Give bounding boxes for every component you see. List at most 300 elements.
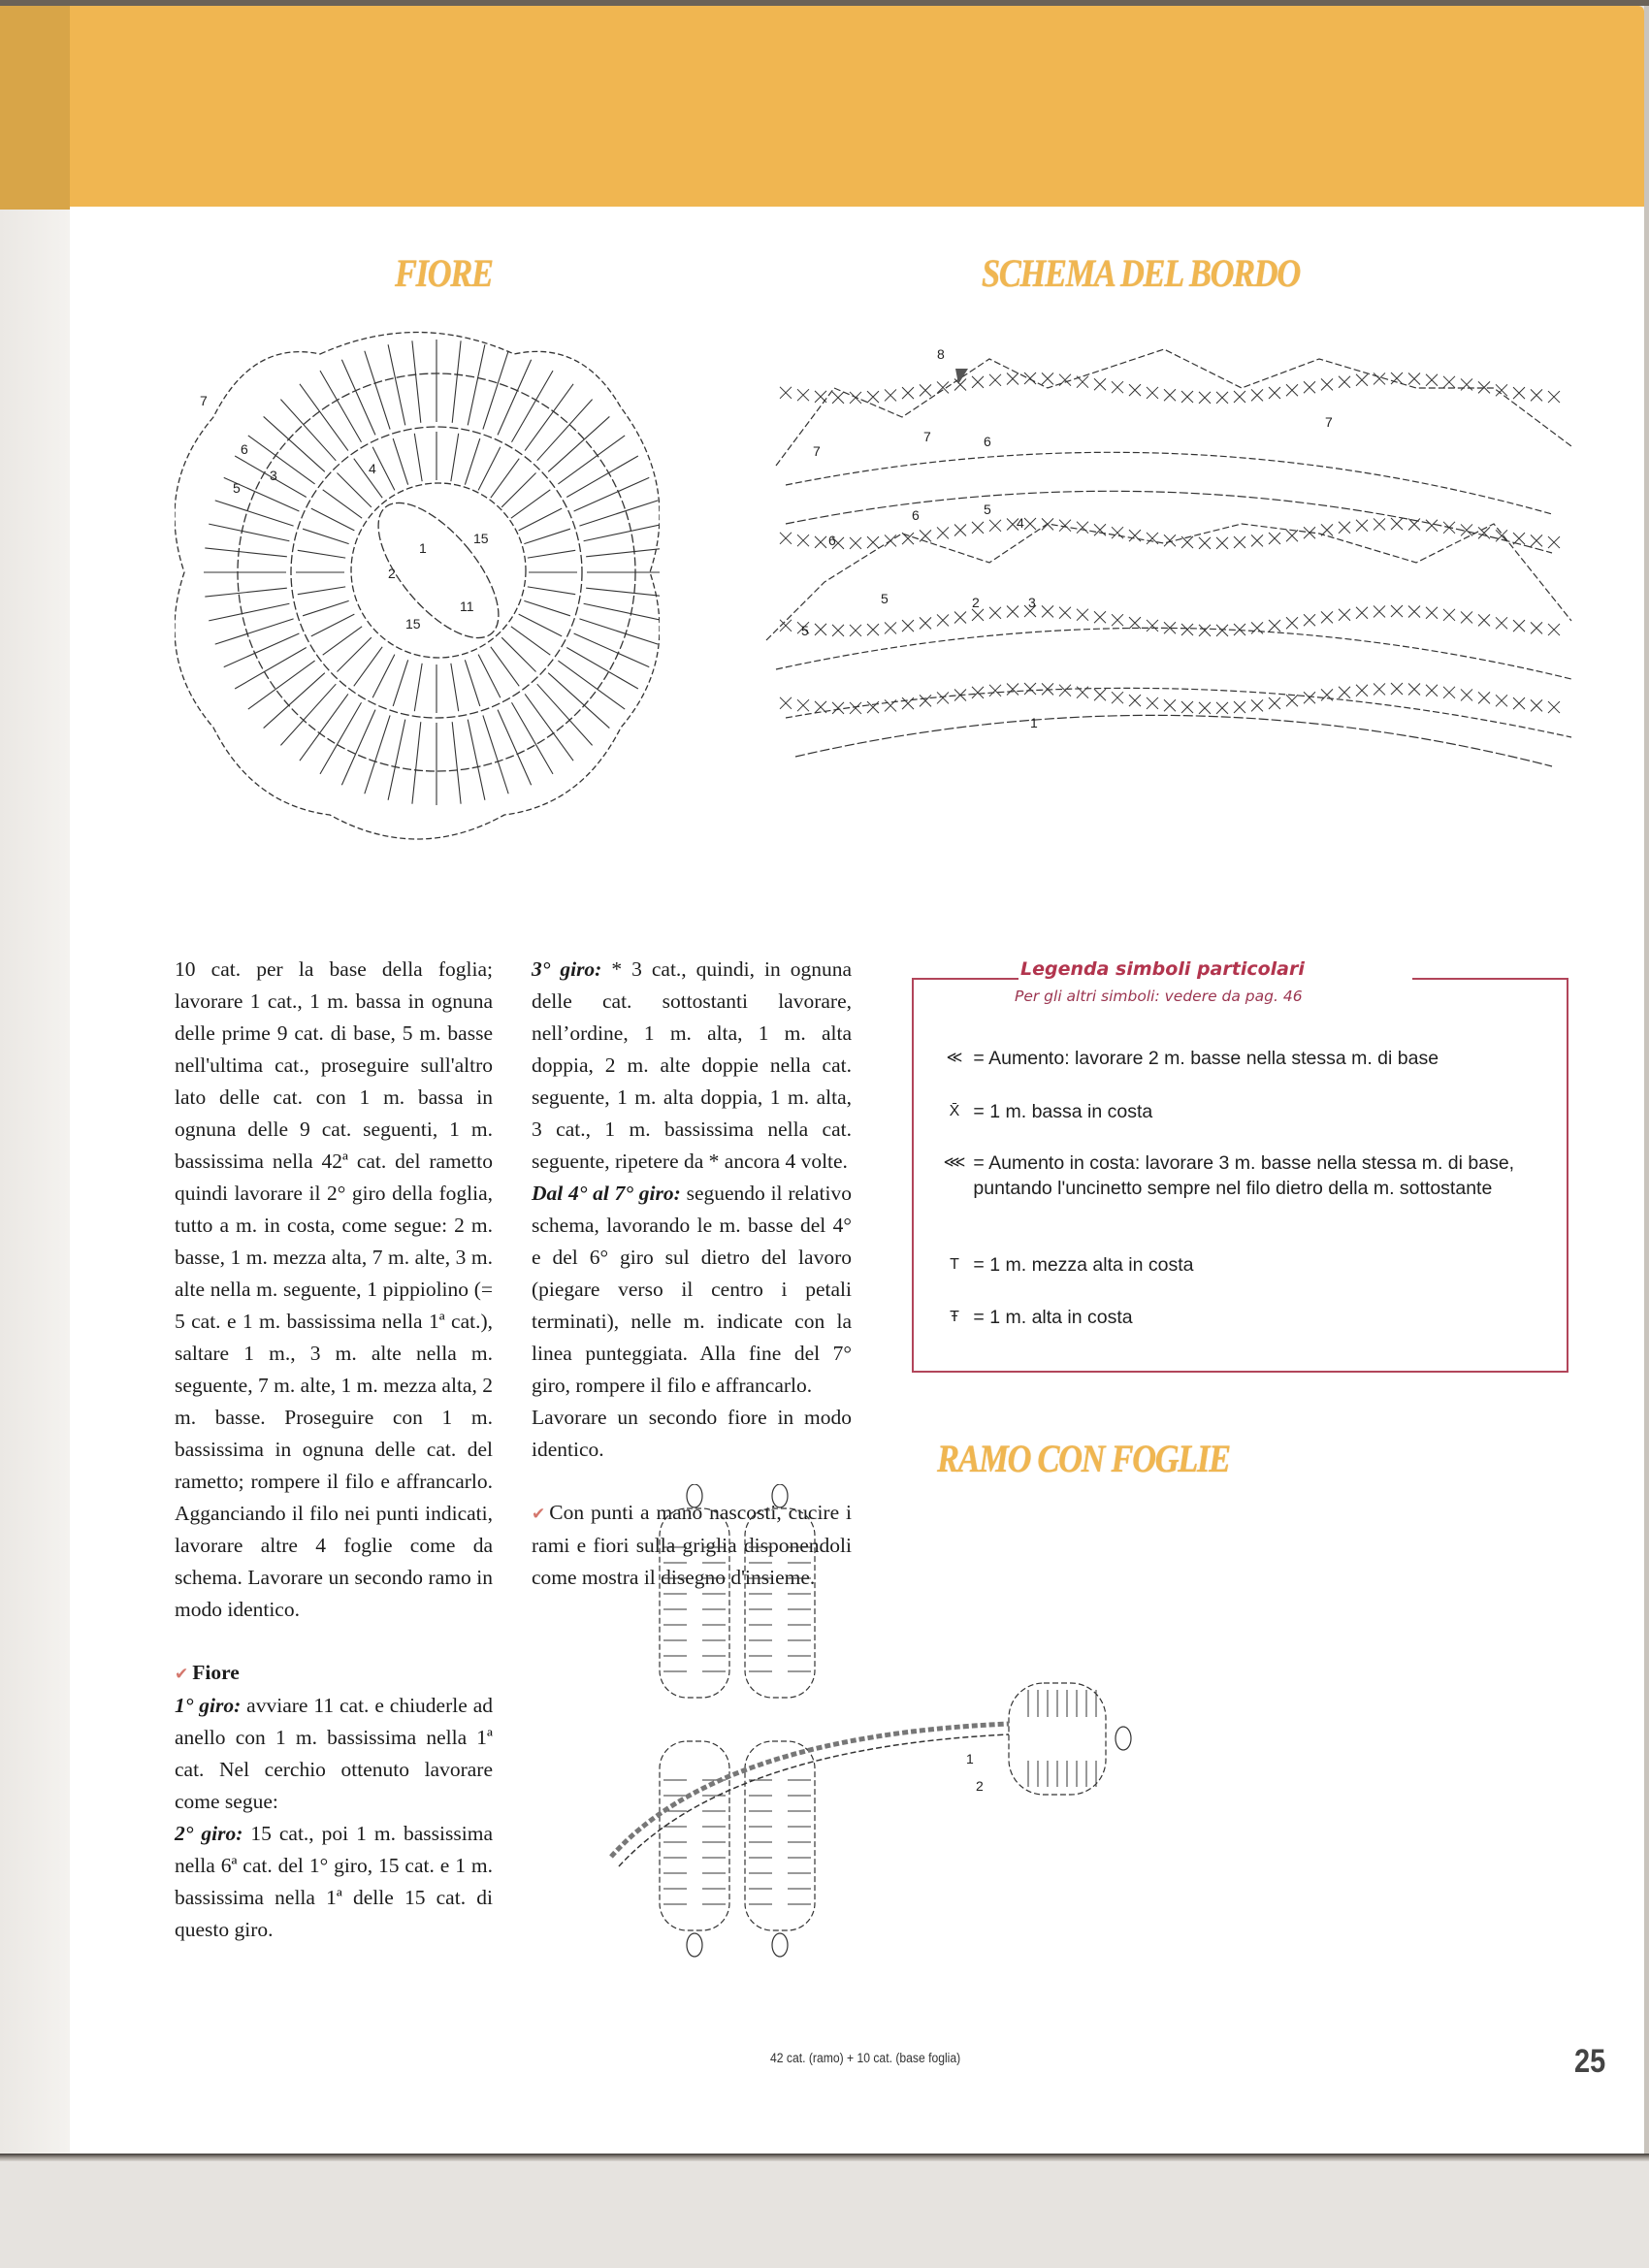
stitch-mark [1164, 699, 1176, 711]
heading-fiore: FIORE [395, 251, 493, 295]
legend-title: Legenda simboli particolari [1020, 958, 1305, 980]
branch-label: 1 [966, 1751, 974, 1766]
stitch-mark [1269, 533, 1280, 544]
stitch-mark [452, 340, 461, 423]
stitch-mark [483, 351, 508, 430]
stitch-mark [1147, 620, 1158, 632]
stitch-mark [1513, 533, 1525, 544]
stitch-mark [1024, 518, 1036, 530]
legend-item: T = 1 m. mezza alta in costa [941, 1252, 1536, 1278]
stitch-mark [1112, 614, 1123, 626]
stitch-mark [1339, 376, 1350, 388]
stitch-mark [1461, 689, 1472, 700]
stitch-mark [1094, 378, 1106, 390]
stitch-mark [323, 490, 362, 518]
stitch-mark [524, 600, 570, 615]
stitch-mark [280, 400, 336, 461]
stitch-mark [920, 384, 931, 396]
stitch-mark [780, 533, 792, 544]
stitch-mark [537, 684, 593, 745]
stitch-mark [525, 694, 573, 761]
stitch-mark [1216, 702, 1228, 714]
increase-symbol-icon: ≪ [946, 1050, 963, 1066]
stitch-mark [902, 697, 914, 709]
stitch-mark [1216, 392, 1228, 404]
stitch-mark [264, 416, 325, 471]
stitch-mark [1007, 605, 1018, 617]
stitch-mark [1513, 387, 1525, 399]
stitch-mark [1548, 701, 1560, 713]
border-label: 4 [1017, 515, 1024, 531]
stitch-mark [1356, 607, 1368, 619]
stitch-mark [537, 400, 593, 461]
giro-2-instructions: 2° giro: 15 cat., poi 1 m. bassissima nella 6ª cat. del 1° giro, 15 cat. e 1 m. bassissima nella 1ª delle 15 cat. di questo giro. [175, 1822, 493, 1941]
stitch-mark [780, 387, 792, 399]
stitch-mark [832, 702, 844, 714]
stitch-mark [972, 522, 984, 534]
stitch-mark [1513, 697, 1525, 709]
crochet-border-chart-icon [757, 330, 1591, 776]
stitch-mark [797, 699, 809, 711]
stitch-mark [209, 603, 289, 621]
stitch-mark [1042, 373, 1053, 384]
stitch-mark [797, 535, 809, 546]
legend-item: Ŧ = 1 m. alta in costa [941, 1305, 1536, 1330]
stitch-mark [867, 536, 879, 548]
stitch-mark [1147, 387, 1158, 399]
stitch-mark [1356, 520, 1368, 532]
stitch-mark [298, 550, 345, 558]
stitch-mark [1374, 683, 1385, 695]
stitch-mark [1129, 384, 1141, 396]
border-chart-diagram [757, 330, 1591, 776]
stitch-mark [1391, 605, 1403, 617]
stitch-mark [1024, 683, 1036, 695]
stitch-mark [1304, 692, 1315, 703]
flower-chart-diagram [175, 320, 660, 844]
double-back-loop-symbol-icon: Ŧ [950, 1309, 959, 1325]
stitch-mark [300, 694, 348, 761]
border-label: 6 [984, 434, 991, 449]
giro-4-7-instructions: Dal 4° al 7° giro: seguendo il relativo schema, lavorando le m. basse del 4° e del 6° giro sul dietro del lavoro (piegare verso il centro i petali terminati), nelle m. indicate con la linea punteggiata. Alla fine del 7° giro, rompere il filo e affrancarlo. [532, 1182, 852, 1397]
stitch-mark [902, 387, 914, 399]
border-label: 7 [813, 443, 821, 459]
stitch-mark [954, 611, 966, 623]
stitch-mark [937, 527, 949, 538]
stitch-mark [937, 614, 949, 626]
stitch-mark [1216, 537, 1228, 549]
stitch-mark [1478, 614, 1490, 626]
border-label: 6 [912, 507, 920, 523]
stitch-mark [1181, 391, 1193, 403]
stitch-mark [1304, 614, 1315, 626]
stitch-mark [1216, 625, 1228, 636]
stitch-mark [452, 722, 461, 804]
stitch-mark [215, 501, 294, 526]
stitch-mark [832, 392, 844, 404]
stitch-mark [1548, 624, 1560, 635]
stitch-mark [1426, 607, 1438, 619]
stitch-mark [850, 537, 861, 549]
stitch-mark [920, 530, 931, 541]
stitch-mark [1077, 687, 1088, 698]
legend-item: ⋘ = Aumento in costa: lavorare 3 m. basse nella stessa m. di base, puntando l'uncinetto sempre nel filo dietro della m. sottostante [941, 1150, 1536, 1201]
stitch-mark [451, 434, 459, 481]
stitch-mark [885, 389, 896, 401]
stitch-mark [1478, 692, 1490, 703]
branch-leaves-chart-diagram [601, 1484, 1533, 2047]
stitch-mark [1356, 374, 1368, 386]
border-label: 6 [828, 533, 836, 548]
stitch-mark [320, 702, 362, 774]
stitch-mark [388, 720, 405, 800]
stitch-mark [511, 490, 550, 518]
page-spine [0, 210, 70, 2154]
stitch-mark [1339, 609, 1350, 621]
stitch-mark [205, 588, 287, 597]
stitch-mark [393, 438, 407, 485]
border-label: 1 [1030, 715, 1038, 730]
stitch-mark [815, 701, 826, 713]
stitch-mark [867, 391, 879, 403]
stitch-mark [511, 627, 550, 655]
stitch-mark [501, 472, 535, 506]
flower-label: 15 [405, 616, 421, 632]
border-label: 2 [972, 595, 980, 610]
fiore-subheading: ✔ Fiore [175, 1661, 240, 1684]
stitch-mark [1391, 683, 1403, 695]
stitch-mark [989, 374, 1001, 386]
stitch-mark [393, 660, 407, 706]
stitch-mark [311, 508, 355, 531]
flower-label: 6 [241, 441, 248, 457]
stitch-mark [1548, 536, 1560, 548]
stitch-mark [1374, 518, 1385, 530]
stitch-mark [989, 520, 1001, 532]
stitch-mark [298, 587, 345, 595]
border-label: 7 [1325, 414, 1333, 430]
stitch-mark [205, 548, 287, 557]
stitch-mark [412, 722, 421, 804]
stitch-mark [1426, 374, 1438, 386]
stitch-mark [468, 344, 485, 425]
stitch-mark [954, 524, 966, 535]
stitch-mark [478, 655, 501, 698]
stitch-mark [548, 416, 609, 471]
stitch-mark [1164, 389, 1176, 401]
stitch-mark [815, 624, 826, 635]
stitch-mark [1007, 683, 1018, 695]
stitch-mark [311, 614, 355, 636]
stitch-mark [498, 710, 532, 786]
stitch-mark [1129, 695, 1141, 706]
stitch-mark [902, 620, 914, 632]
stitch-mark [972, 687, 984, 698]
legend-item: ≪ = Aumento: lavorare 2 m. basse nella stessa m. di base [941, 1046, 1536, 1071]
stitch-mark [1391, 518, 1403, 530]
stitch-mark [388, 344, 405, 425]
legend-subtitle: Per gli altri simboli: vedere da pag. 46 [1015, 988, 1303, 1005]
stitch-mark [337, 637, 371, 671]
stitch-mark [902, 533, 914, 544]
stitch-mark [498, 360, 532, 436]
stitch-mark [372, 655, 395, 698]
border-label: 5 [984, 502, 991, 517]
stitch-mark [215, 619, 294, 644]
stitch-mark [780, 697, 792, 709]
legend-item: X̄ = 1 m. bassa in costa [941, 1099, 1536, 1124]
stitch-mark [1164, 535, 1176, 546]
border-label: 3 [1028, 595, 1036, 610]
heading-schema-bordo: SCHEMA DEL BORDO [982, 251, 1300, 295]
stitch-mark [1251, 622, 1263, 633]
stitch-mark [248, 436, 315, 484]
stitch-mark [300, 384, 348, 451]
stitch-mark [574, 477, 650, 511]
stitch-mark [483, 715, 508, 794]
heading-ramo-con-foglie: RAMO CON FOGLIE [937, 1437, 1230, 1480]
stitch-mark [1269, 387, 1280, 399]
stitch-mark [1321, 611, 1333, 623]
flower-label: 11 [460, 599, 474, 614]
page-number: 25 [1574, 2043, 1606, 2080]
stitch-mark [1443, 609, 1455, 621]
stitch-mark [1286, 530, 1298, 541]
stitch-mark [1548, 391, 1560, 403]
second-flower-note: Lavorare un secondo fiore in modo identico. [532, 1406, 852, 1461]
stitch-mark [1286, 695, 1298, 706]
stitch-mark [1234, 391, 1245, 403]
stitch-mark [558, 436, 625, 484]
sewing-note: ✔ Con punti a mano nascosti, cucire i rami e fiori sulla griglia disponendoli come mostra il disegno d'insieme. [532, 1501, 852, 1589]
stitch-mark [584, 524, 660, 541]
stitch-mark [1181, 536, 1193, 548]
stitch-mark [248, 661, 315, 709]
stitch-mark [1181, 701, 1193, 713]
stitch-mark [1408, 683, 1420, 695]
stitch-mark [989, 607, 1001, 619]
stitch-mark [1304, 381, 1315, 393]
stitch-mark [412, 340, 421, 423]
stitch-mark [1199, 392, 1211, 404]
stitch-mark [850, 702, 861, 714]
stitch-mark [558, 661, 625, 709]
flower-label: 15 [473, 531, 489, 546]
stitch-mark [1374, 605, 1385, 617]
stitch-mark [1321, 689, 1333, 700]
stitch-mark [1339, 522, 1350, 534]
stitch-mark [1129, 530, 1141, 541]
stitch-mark [1199, 625, 1211, 636]
border-label: 8 [937, 346, 945, 362]
stitch-mark [586, 548, 660, 557]
stitch-mark [414, 664, 422, 711]
stitch-mark [579, 619, 658, 644]
stitch-mark [1094, 524, 1106, 535]
branch-caption: 42 cat. (ramo) + 10 cat. (base foglia) [770, 2051, 961, 2065]
stitch-mark [451, 664, 459, 711]
stitch-mark [972, 376, 984, 388]
stitch-mark [850, 625, 861, 636]
flower-label: 1 [419, 540, 427, 556]
stitch-mark [465, 438, 479, 485]
legend-divider [1412, 978, 1567, 980]
stitch-mark [1269, 697, 1280, 709]
stitch-mark [323, 627, 362, 655]
stitch-mark [920, 617, 931, 629]
check-mark-icon: ✔ [175, 1665, 189, 1683]
stitch-mark [1199, 702, 1211, 714]
stitch-mark [885, 622, 896, 633]
stitch-mark [528, 587, 575, 595]
page-right-edge [1644, 6, 1649, 2154]
flower-label: 4 [369, 461, 376, 476]
stitch-mark [354, 647, 382, 686]
stitch-mark [1443, 376, 1455, 388]
stitch-mark [468, 720, 485, 800]
stitch-mark [1094, 611, 1106, 623]
stitch-mark [1286, 384, 1298, 396]
stitch-mark [491, 459, 519, 498]
stitch-mark [1059, 374, 1071, 386]
stitch-mark [1234, 536, 1245, 548]
stitch-mark [1531, 535, 1542, 546]
stitch-mark [501, 637, 535, 671]
stitch-mark [920, 695, 931, 706]
stitch-mark [1077, 376, 1088, 388]
stitch-mark [1024, 373, 1036, 384]
page-spine-color-strip [0, 6, 70, 210]
stitch-mark [465, 660, 479, 706]
stitch-mark [414, 434, 422, 481]
stitch-mark [1112, 527, 1123, 538]
branch-label: 2 [976, 1778, 984, 1794]
stitch-mark [1426, 685, 1438, 697]
instructions-column-1 [175, 954, 493, 1946]
stitch-mark [1513, 620, 1525, 632]
single-crochet-back-loop-symbol-icon: X̄ [949, 1103, 960, 1119]
stitch-mark [1408, 373, 1420, 384]
stitch-mark [365, 715, 390, 794]
stitch-mark [264, 673, 325, 729]
half-double-back-loop-symbol-icon: T [950, 1256, 959, 1273]
flower-label: 5 [233, 480, 241, 496]
stitch-mark [815, 536, 826, 548]
stitch-mark [1443, 687, 1455, 698]
border-label: 5 [801, 623, 809, 638]
stitch-mark [1531, 622, 1542, 633]
stitch-mark [519, 508, 563, 531]
stitch-mark [1251, 389, 1263, 401]
stitch-mark [1461, 611, 1472, 623]
stitch-mark [303, 600, 349, 615]
flower-label: 3 [270, 468, 277, 483]
stitch-mark [1251, 535, 1263, 546]
stitch-mark [1147, 533, 1158, 544]
stitch-mark [1112, 692, 1123, 703]
stitch-mark [1286, 617, 1298, 629]
stitch-mark [512, 702, 554, 774]
stitch-mark [1199, 537, 1211, 549]
stitch-mark [337, 472, 371, 506]
stitch-mark [1059, 520, 1071, 532]
page-bottom-edge [0, 2154, 1649, 2161]
stitch-mark [885, 699, 896, 711]
stitch-mark [1531, 699, 1542, 711]
stitch-mark [1496, 617, 1507, 629]
stitch-mark [1147, 697, 1158, 709]
giro-1-instructions: 1° giro: avviare 11 cat. e chiuderle ad anello con 1 m. bassissima nella 1ª cat. Nel cerchio ottenuto lavorare come segue: [175, 1694, 493, 1813]
stitch-mark [832, 625, 844, 636]
stitch-mark [1321, 378, 1333, 390]
stitch-mark [1059, 685, 1071, 697]
stitch-mark [989, 685, 1001, 697]
stitch-mark [280, 684, 336, 745]
stitch-mark [303, 529, 349, 543]
legend-divider [912, 978, 1018, 980]
stitch-mark [574, 633, 650, 667]
stitch-mark [815, 391, 826, 403]
flower-label: 2 [388, 566, 396, 581]
stitch-mark [1251, 699, 1263, 711]
stitch-mark [1042, 605, 1053, 617]
header-color-band [70, 6, 1644, 207]
stitch-mark [1077, 609, 1088, 621]
stitch-mark [1129, 617, 1141, 629]
stitch-mark [867, 624, 879, 635]
stitch-mark [885, 535, 896, 546]
stitch-mark [224, 633, 300, 667]
stitch-mark [1356, 685, 1368, 697]
stitch-mark [1112, 381, 1123, 393]
stitch-mark [586, 588, 660, 597]
giro-3-instructions: 3° giro: * 3 cat., quindi, in ognuna delle cat. sottostanti lavorare, nell’ordine, 1 m. alta, 1 m. alta doppia, 2 m. alte doppie nella cat. seguente, 1 m. alta doppia, 1 m. alta, 3 cat., 1 m. bassissima nella cat. seguente, ripetere da * ancora 4 volte. [532, 957, 852, 1173]
stitch-mark [1269, 620, 1280, 632]
stitch-mark [1234, 701, 1245, 713]
stitch-mark [797, 389, 809, 401]
border-label: 7 [923, 429, 931, 444]
stitch-mark [365, 351, 390, 430]
stitch-mark [1408, 605, 1420, 617]
stitch-mark [341, 360, 375, 436]
stitch-mark [1321, 524, 1333, 535]
stitch-mark [1443, 522, 1455, 534]
stitch-mark [1461, 378, 1472, 390]
stitch-mark [209, 524, 289, 541]
stitch-mark [937, 692, 949, 703]
stitch-mark [491, 647, 519, 686]
check-mark-icon: ✔ [532, 1505, 546, 1523]
stitch-mark [1478, 381, 1490, 393]
stitch-mark [1007, 373, 1018, 384]
stitch-mark [525, 384, 573, 451]
crochet-branch-leaves-chart-icon [601, 1484, 1533, 2047]
stitch-mark [524, 529, 570, 543]
stitch-mark [528, 550, 575, 558]
stitch-mark [1531, 389, 1542, 401]
stitch-mark [972, 609, 984, 621]
crochet-flower-chart-icon [175, 320, 660, 844]
stitch-mark [1059, 607, 1071, 619]
flower-label: 7 [200, 393, 208, 408]
stitch-mark [1077, 522, 1088, 534]
stitch-mark [478, 447, 501, 491]
stitch-mark [850, 392, 861, 404]
stitch-mark [584, 603, 660, 621]
stitch-mark [867, 701, 879, 713]
increase-back-loop-symbol-icon: ⋘ [943, 1154, 966, 1171]
stitch-mark [1181, 624, 1193, 635]
